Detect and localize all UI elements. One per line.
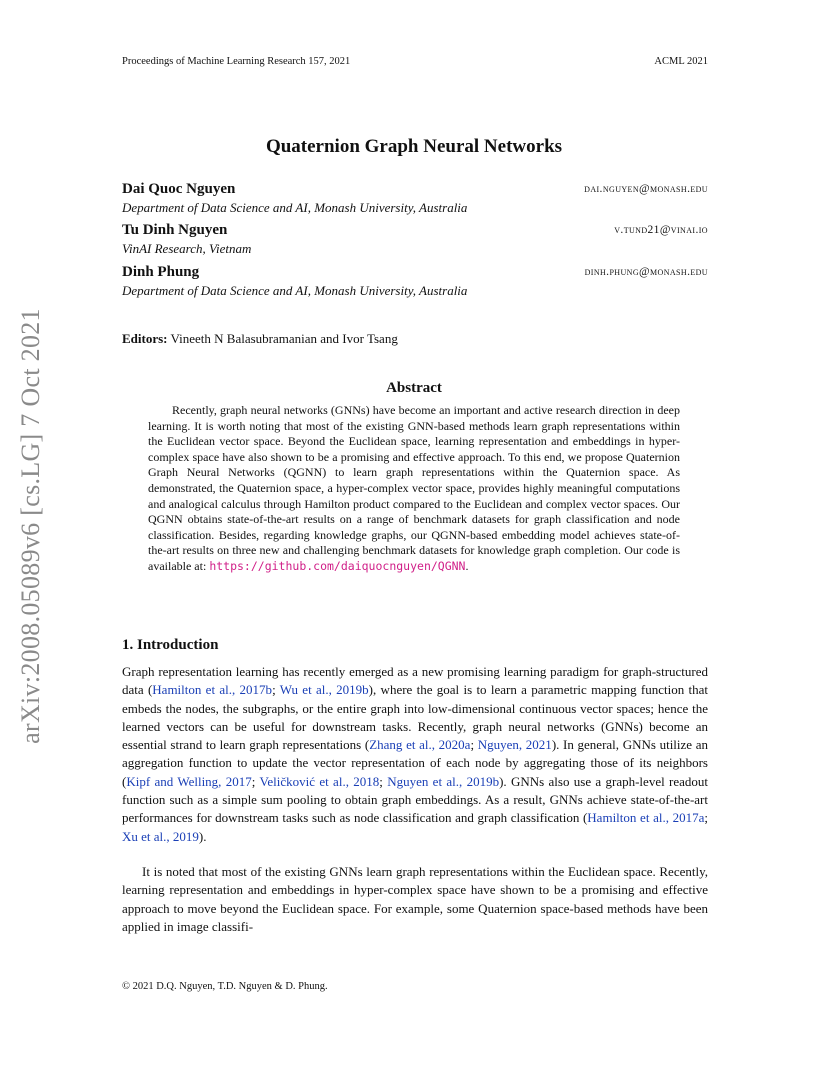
copyright-footer: © 2021 D.Q. Nguyen, T.D. Nguyen & D. Phung.: [122, 981, 328, 992]
citation-link[interactable]: Zhang et al., 2020a: [369, 737, 471, 753]
author-block: [122, 222, 708, 257]
author-name: Dinh Phung: [122, 264, 200, 280]
running-header: [122, 56, 708, 67]
arxiv-identifier-text: arXiv:2008.05089v6 [cs.LG] 7 Oct 2021: [16, 308, 45, 744]
author-block: [122, 181, 708, 216]
paragraph-text: Graph representation learning has recently emerged as a new promising learning paradigm for graph-structured data (: [122, 664, 708, 698]
author-email: dai.nguyen@monash.edu: [584, 183, 708, 195]
author-email: dinh.phung@monash.edu: [584, 266, 708, 278]
intro-paragraph-2: It is noted that most of the existing GNNs learn graph representations within the Euclidean space. Recently, learning representation and embeddings in hyper-complex space have shown to be a promising and effective approach to move beyond the Euclidean space. For example, some Quaternion space-based methods have been applied in image classifi-: [122, 864, 708, 934]
abstract-body: Recently, graph neural networks (GNNs) have become an important and active research direction in deep learning. It is worth noting that most of the existing GNN-based methods learn graph representations within the Euclidean vector space. Beyond the Euclidean space, learning representation and embeddings in hyper-complex space have also shown to be a promising and effective approach. To this end, we propose Quaternion Graph Neural Networks (QGNN) to learn graph representations within the Quaternion space. As demonstrated, the Quaternion space, a hyper-complex vector space, provides highly meaningful computations and analogical calculus through Hamilton product compared to the Euclidean and complex vector spaces. Our QGNN obtains state-of-the-art results on a range of benchmark datasets for graph classification and node classification. Besides, regarding knowledge graphs, our QGNN-based embedding model achieves state-of-the-art results on three new and challenging benchmark datasets for knowledge graph completion. Our code is available at:: [148, 403, 680, 573]
citation-link[interactable]: Kipf and Welling, 2017: [126, 773, 252, 789]
paragraph-text: ). In general, GNNs utilize an aggregation function to update the vector representation of each node by aggregating those of its neighbors (: [122, 737, 709, 789]
arxiv-identifier: [14, 296, 48, 756]
proceedings-label: Proceedings of Machine Learning Research 157, 2021: [122, 56, 351, 67]
paragraph-text: ;: [379, 773, 388, 789]
paragraph-text: ;: [251, 773, 260, 789]
conference-label: ACML 2021: [654, 56, 708, 67]
author-name: Tu Dinh Nguyen: [122, 222, 228, 238]
author-affiliation: Department of Data Science and AI, Monash University, Australia: [122, 283, 468, 298]
author-email: v.tund21@vinai.io: [614, 224, 708, 236]
intro-paragraph-1: [122, 663, 708, 846]
abstract-heading: Abstract: [386, 380, 442, 396]
paragraph-text: ;: [704, 810, 708, 826]
abstract-text: [148, 403, 680, 575]
section-heading: 1. Introduction: [122, 637, 219, 653]
editors-label: Editors:: [122, 331, 168, 346]
editors-line: [122, 331, 398, 347]
code-link[interactable]: https://github.com/daiquocnguyen/QGNN: [209, 558, 466, 573]
paper-title: Quaternion Graph Neural Networks: [265, 136, 563, 157]
citation-link[interactable]: Hamilton et al., 2017a: [587, 810, 705, 826]
author-affiliation: VinAI Research, Vietnam: [122, 241, 252, 256]
paragraph-text: ;: [470, 737, 478, 753]
paragraph-text: ;: [272, 682, 280, 698]
editors-names: Vineeth N Balasubramanian and Ivor Tsang: [170, 331, 398, 346]
citation-link[interactable]: Wu et al., 2019b: [279, 682, 369, 698]
paragraph-text: ).: [198, 828, 207, 844]
author-name: Dai Quoc Nguyen: [122, 181, 236, 197]
author-affiliation: Department of Data Science and AI, Monash University, Australia: [122, 200, 468, 215]
paragraph-text: ). GNNs also use a graph-level readout function such as a simple sum pooling to obtain graph embeddings. As a result, GNNs achieve state-of-the-art performances for downstream tasks such as node classification and graph classification (: [122, 773, 708, 826]
citation-link[interactable]: Nguyen, 2021: [477, 737, 552, 753]
citation-link[interactable]: Hamilton et al., 2017b: [152, 682, 273, 698]
author-block: [122, 264, 708, 299]
citation-link[interactable]: Nguyen et al., 2019b: [387, 773, 500, 789]
abstract-end: .: [465, 558, 469, 573]
citation-link[interactable]: Veličković et al., 2018: [259, 773, 380, 789]
citation-link[interactable]: Xu et al., 2019: [122, 828, 199, 844]
paragraph-text: ), where the goal is to learn a parametric mapping function that embeds the nodes, the subgraphs, or the entire graph into low-dimensional continuous vector spaces; hence the learned vectors can be useful for downstream tasks. Recently, graph neural networks (GNNs) become an essential strand to learn graph representations (: [122, 682, 708, 753]
